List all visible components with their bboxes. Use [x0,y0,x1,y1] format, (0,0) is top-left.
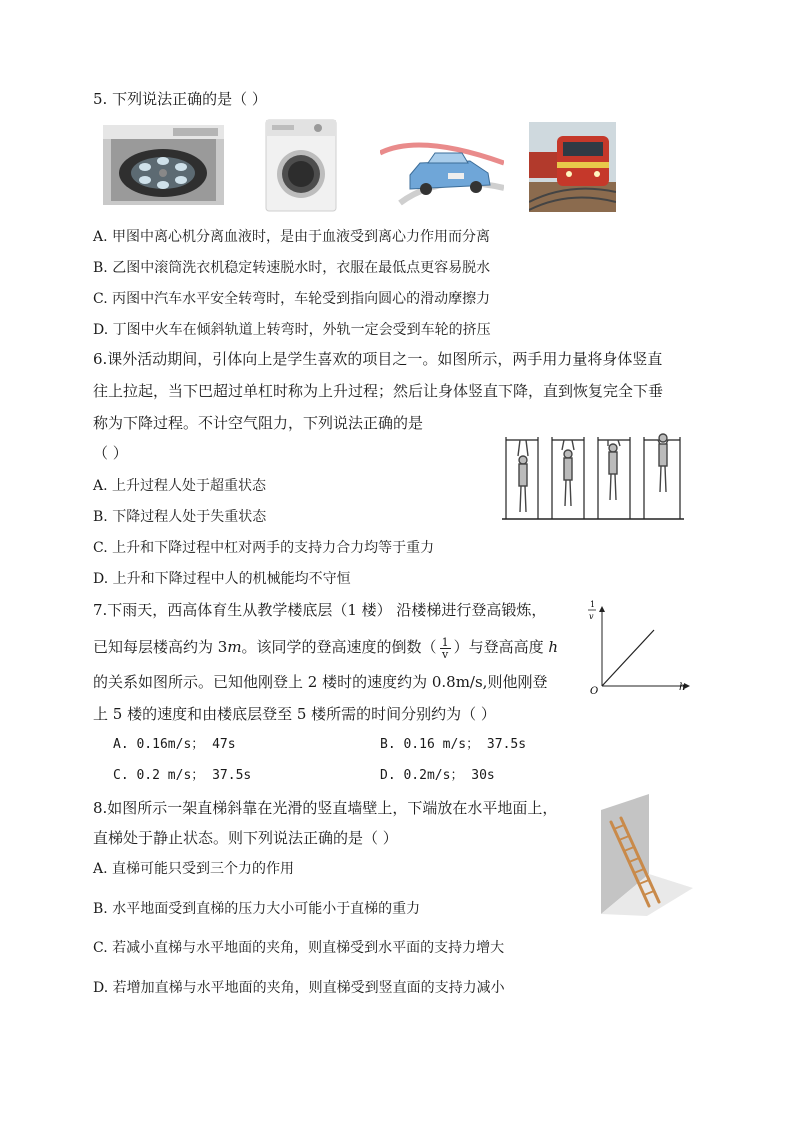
graph-origin-label: O [590,686,599,696]
q7-line-3: 的关系如图所示。已知他刚登上 2 楼时的速度约为 0.8m/s,则他刚登 [93,673,548,691]
q6-option-d: D. 上升和下降过程中人的机械能均不守恒 [93,571,351,587]
q6-option-b: B. 下降过程人处于失重状态 [93,509,267,525]
q6-line-1: 6.课外活动期间，引体向上是学生喜欢的项目之一。如图所示，两手用力量将身体竖直 [93,350,663,368]
q6-option-c: C. 上升和下降过程中杠对两手的支持力合力均等于重力 [93,540,435,556]
q8-option-b: B. 水平地面受到直梯的压力大小可能小于直梯的重力 [93,901,421,917]
pull-up-figure [500,432,686,522]
q8-option-a: A. 直梯可能只受到三个力的作用 [93,861,295,877]
q6-line-4: （ ） [93,444,128,462]
centrifuge-photo [103,125,224,205]
q5-option-b: B. 乙图中滚筒洗衣机稳定转速脱水时，衣服在最低点更容易脱水 [93,260,491,276]
q5-option-d: D. 丁图中火车在倾斜轨道上转弯时，外轨一定会受到车轮的挤压 [93,322,491,338]
q7-line-1: 7.下雨天，西高体育生从教学楼底层（1 楼） 沿楼梯进行登高锻炼， [93,601,547,619]
q6-line-3: 称为下降过程。不计空气阻力，下列说法正确的是 [93,414,424,432]
ladder-figure [597,792,695,916]
q7-line-4: 上 5 楼的速度和由楼底层登至 5 楼所需的时间分别约为（ ） [93,705,496,723]
q8-option-d: D. 若增加直梯与水平地面的夹角，则直梯受到竖直面的支持力减小 [93,980,505,996]
q8-line-2: 直梯处于静止状态。则下列说法正确的是（ ） [93,829,398,847]
q6-option-a: A. 上升过程人处于超重状态 [93,478,267,494]
q7-option-a: A. 0.16m/s； 47s [113,737,236,752]
car-turning-photo [380,133,504,208]
q7-option-d: D. 0.2m/s； 30s [380,768,495,783]
graph-x-label: h [679,682,686,693]
graph-y-num: 1 [590,600,596,609]
q7-option-c: C. 0.2 m/s； 37.5s [113,768,252,783]
q6-line-2: 往上拉起，当下巴超过单杠时称为上升过程；然后让身体竖直下降，直到恢复完全下垂 [93,382,664,400]
q5-option-a: A. 甲图中离心机分离血液时，是由于血液受到离心力作用而分离 [93,229,491,245]
q5-stem: 5. 下列说法正确的是（ ） [93,90,267,108]
q7-fraction: $\frac{1}{v}$ [441,635,449,661]
q8-option-c: C. 若减小直梯与水平地面的夹角，则直梯受到水平面的支持力增大 [93,940,505,956]
train-photo [529,122,616,212]
graph-y-den: v [589,612,594,621]
inverse-speed-graph [586,598,696,696]
q5-option-c: C. 丙图中汽车水平安全转弯时，车轮受到指向圆心的滑动摩擦力 [93,291,491,307]
q7-option-b: B. 0.16 m/s； 37.5s [380,737,527,752]
q7-line-2: 已知每层楼高约为 3m。该同学的登高速度的倒数（ $\frac{1}{v}$ ）与登高高度 h [93,635,559,661]
q8-line-1: 8.如图所示一架直梯斜靠在光滑的竖直墙壁上，下端放在水平地面上， [93,799,558,817]
washing-machine-photo [262,118,340,213]
